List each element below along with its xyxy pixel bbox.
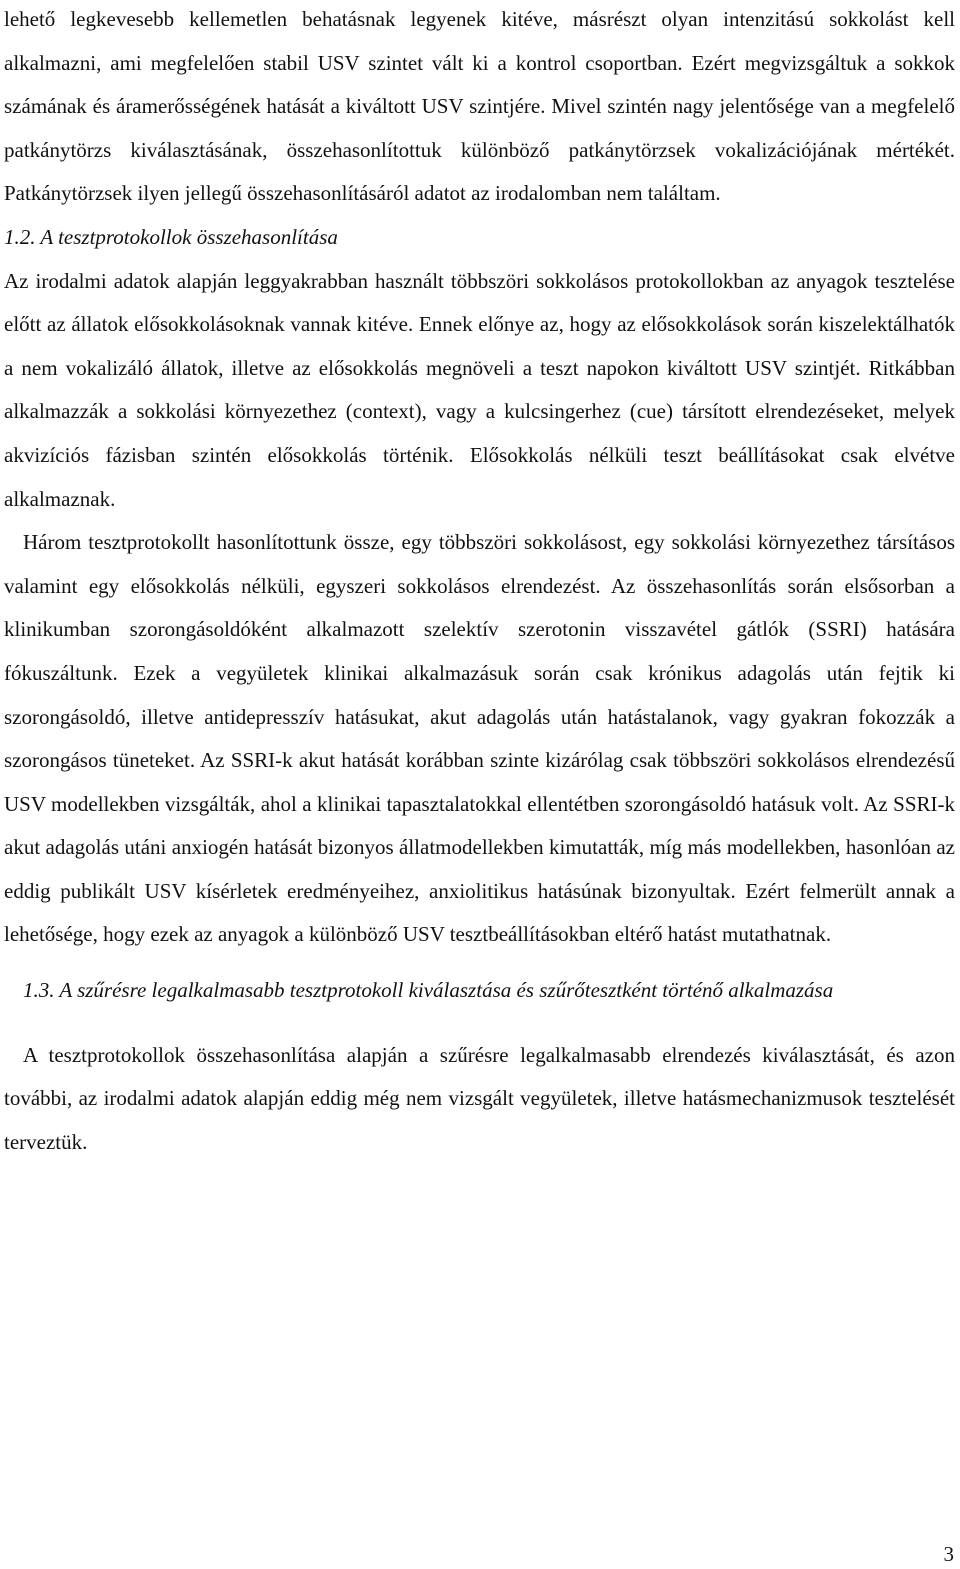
document-page (4, 0, 955, 1164)
paragraph-1-2-a: Az irodalmi adatok alapján leggyakrabban használt többszöri sokkolásos protokollokban az anyagok tesztelése előtt az állatok elősokkolásoknak vannak kitéve. Ennek előnye az, hogy az elősokkolások során kiszelektálhatók a nem vokalizáló állatok, illetve az elősokkolás megnöveli a teszt napokon kiváltott USV szintjét. Ritkábban alkalmazzák a sokkolási környezethez (context), vagy a kulcsingerhez (cue) társított elrendezéseket, melyek akvizíciós fázisban szintén elősokkolás történik. Elősokkolás nélküli teszt beállításokat csak elvétve alkalmaznak. (4, 268, 955, 511)
paragraph-1-2-b: Három tesztprotokollt hasonlítottunk össze, egy többszöri sokkolásost, egy sokkolási környezethez társításos valamint egy elősokkolás nélküli, egyszeri sokkolásos elrendezést. Az összehasonlítás során elsősorban a klinikumban szorongásoldóként alkalmazott szelektív szerotonin visszavétel gátlók (SSRI) hatására fókuszáltunk. Ezek a vegyületek klinikai alkalmazásuk során csak krónikus adagolás után fejtik ki szorongásoldó, illetve antidepresszív hatásukat, akut adagolás után hatástalanok, vagy gyakran fokozzák a szorongásos tüneteket. Az SSRI-k akut hatását korábban szinte kizárólag csak többszöri sokkolásos elrendezésű USV modellekben vizsgálták, ahol a klinikai tapasztalatokkal ellentétben szorongásoldó hatásuk volt. Az SSRI-k akut adagolás utáni anxiogén hatását bizonyos állatmodellekben kimutatták, míg más modellekben, hasonlóan az eddig publikált USV kísérletek eredményeihez, anxiolitikus hatásúnak bizonyultak. Ezért felmerült annak a lehetősége, hogy ezek az anyagok a különböző USV tesztbeállításokban eltérő hatást mutathatnak. (4, 530, 955, 947)
section-heading-1-2: 1.2. A tesztprotokollok összehasonlítása (4, 224, 338, 249)
paragraph-continuation: lehető legkevesebb kellemetlen behatásnak legyenek kitéve, másrészt olyan intenzitású sokkolást kell alkalmazni, ami megfelelően stabil USV szintet vált ki a kontrol csoportban. Ezért megvizsgáltuk a sokkok számának és áramerősségének hatását a kiváltott USV szintjére. Mivel szintén nagy jelentősége van a megfelelő patkánytörzs kiválasztásának, összehasonlítottuk különböző patkánytörzsek vokalizációjának mértékét. Patkánytörzsek ilyen jellegű összehasonlításáról adatot az irodalomban nem találtam. (4, 7, 955, 206)
paragraph-1-3-a: A tesztprotokollok összehasonlítása alapján a szűrésre legalkalmasabb elrendezés kiválasztását, és azon további, az irodalmi adatok alapján eddig még nem vizsgált vegyületek, illetve hatásmechanizmusok tesztelését terveztük. (4, 1042, 955, 1154)
section-heading-1-3: 1.3. A szűrésre legalkalmasabb tesztprotokoll kiválasztása és szűrőtesztként történő alkalmazása (23, 978, 834, 1003)
page-number: 3 (943, 1542, 954, 1566)
